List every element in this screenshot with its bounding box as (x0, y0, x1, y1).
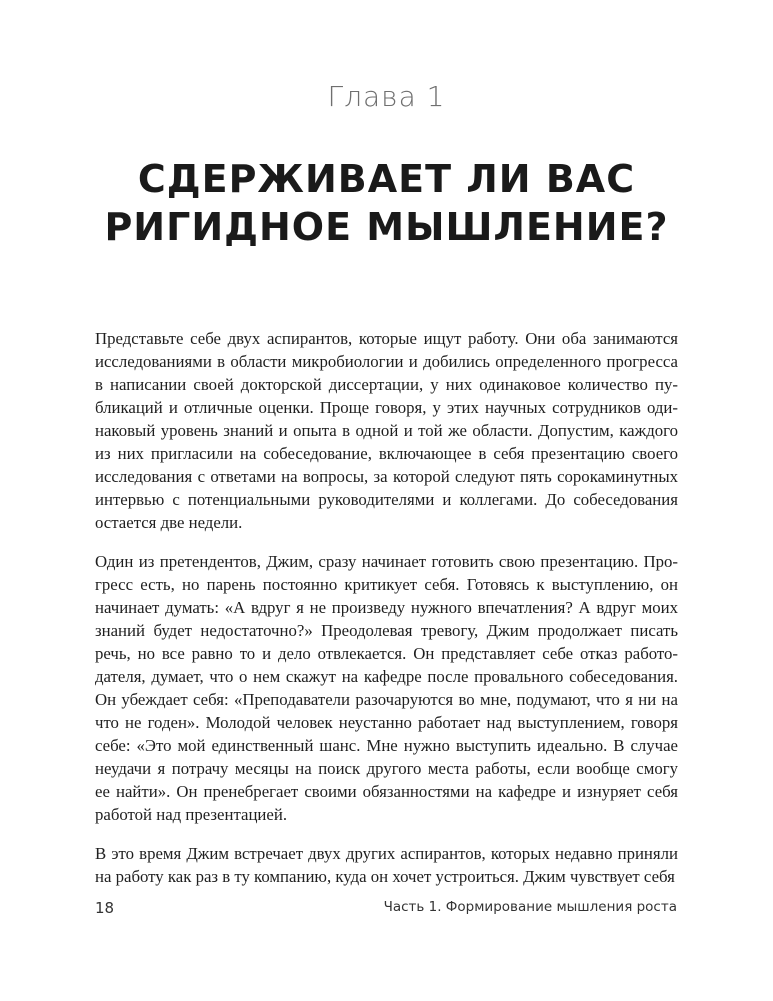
text-line: дателя, думает, что о нем скажут на кафедре после провального собеседования. (95, 667, 678, 686)
text-line: знаний будет недостаточно?» Преодолевая тревогу, Джим продолжает писать (95, 621, 678, 640)
text-line: бликаций и отличные оценки. Проще говоря, у этих научных сотрудников оди- (95, 398, 678, 417)
text-line: гресс есть, но парень постоянно критикует себя. Готовясь к выступлению, он (95, 575, 678, 594)
paragraph (95, 550, 678, 826)
running-footer-part-title: Часть 1. Формирование мышления роста (383, 899, 677, 915)
text-line: из них пригласили на собеседование, включающее в себя презентацию своего (95, 444, 678, 463)
chapter-label: Глава 1 (327, 80, 446, 113)
text-line: наковый уровень знаний и опыта в одной и той же области. Допустим, каждого (95, 421, 678, 440)
text-line: что не годен». Молодой человек неустанно работает над выступлением, говоря (95, 713, 678, 732)
text-line: речь, но все равно то и дело отвлекается. Он представляет себе отказ работо- (95, 644, 678, 663)
text-line: исследованиями в области микробиологии и добились определенного прогресса (95, 352, 678, 371)
text-line: Он убеждает себя: «Преподаватели разочаруются во мне, подумают, что я ни на (95, 690, 678, 709)
chapter-title (0, 155, 773, 251)
text-line: интервью с потенциальными руководителями и коллегами. До собеседования (95, 490, 678, 509)
text-line: Представьте себе двух аспирантов, которые ищут работу. Они оба занимаются (95, 329, 678, 348)
text-line: остается две недели. (95, 513, 243, 532)
text-line: начинает думать: «А вдруг я не произведу нужного впечатления? А вдруг моих (95, 598, 678, 617)
chapter-title-line: СДЕРЖИВАЕТ ЛИ ВАС (137, 157, 636, 201)
chapter-title-line: РИГИДНОЕ МЫШЛЕНИЕ? (104, 205, 669, 249)
text-line: себе: «Это мой единственный шанс. Мне нужно выступить идеально. В случае (95, 736, 678, 755)
text-line: на работу как раз в ту компанию, куда он хочет устроиться. Джим чувствует себя (95, 867, 675, 886)
text-line: работой над презентацией. (95, 805, 288, 824)
text-line: исследования с ответами на вопросы, за которой следуют пять сорокаминутных (95, 467, 678, 486)
page-number: 18 (95, 899, 115, 917)
paragraph (95, 327, 678, 534)
text-line: ее найти». Он пренебрегает своими обязанностями на кафедре и изнуряет себя (95, 782, 678, 801)
body-text (95, 327, 678, 904)
text-line: неудачи я потрачу месяцы на поиск другого места работы, если вообще смогу (95, 759, 678, 778)
paragraph (95, 842, 678, 888)
text-line: в написании своей докторской диссертации, у них одинаковое количество пу- (95, 375, 678, 394)
text-line: Один из претендентов, Джим, сразу начинает готовить свою презентацию. Про- (95, 552, 678, 571)
text-line: В это время Джим встречает двух других аспирантов, которых недавно приняли (95, 844, 678, 863)
